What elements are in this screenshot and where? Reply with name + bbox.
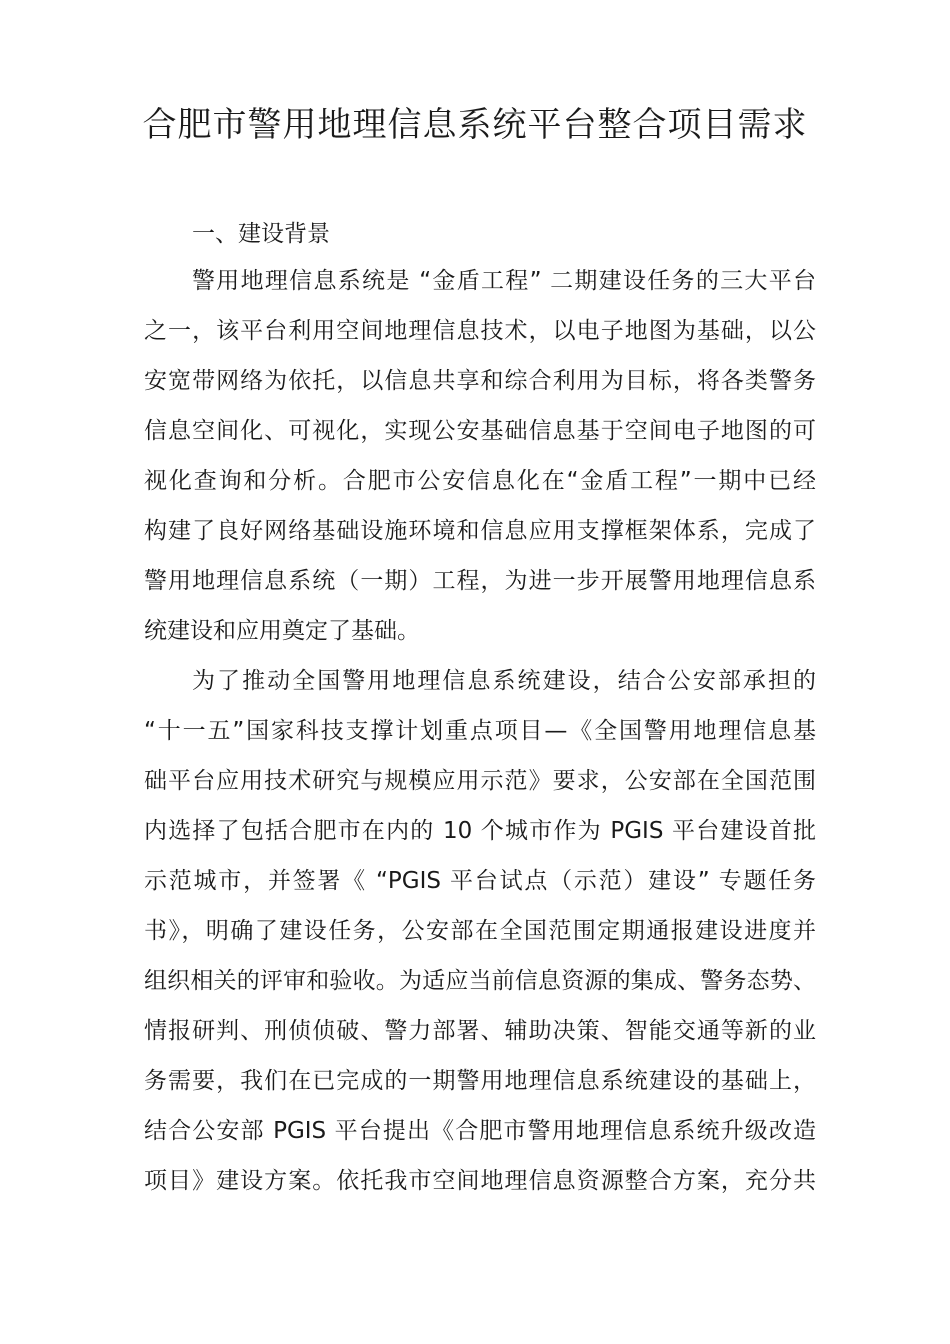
text-line: 书》，明确了建设任务，公安部在全国范围定期通报建设进度并 [144,918,816,944]
paragraph [144,656,816,1206]
text-line: 信息空间化、可视化，实现公安基础信息基于空间电子地图的可 [144,418,816,444]
text-line: 警用地理信息系统是 “金盾工程” 二期建设任务的三大平台 [192,268,816,294]
paragraph-background-intro [144,256,816,656]
text-line: 情报研判、刑侦侦破、警力部署、辅助决策、智能交通等新的业 [144,1018,816,1044]
text-line: 示范城市，并签署《 “PGIS 平台试点（示范）建设” 专题任务 [144,868,816,894]
text-line: 为了推动全国警用地理信息系统建设，结合公安部承担的 [192,668,816,694]
section-heading: 一、建设背景 [192,221,330,247]
text-line: 视化查询和分析。合肥市公安信息化在“金盾工程”一期中已经 [144,468,816,494]
text-line: 础平台应用技术研究与规模应用示范》要求，公安部在全国范围 [144,768,816,794]
text-line: 之一，该平台利用空间地理信息技术，以电子地图为基础，以公 [144,318,816,344]
paragraph-pgis-program [144,656,816,1206]
text-line: 警用地理信息系统（一期）工程，为进一步开展警用地理信息系 [144,568,816,594]
text-line: 内选择了包括合肥市在内的 10 个城市作为 PGIS 平台建设首批 [144,818,816,844]
text-line: 组织相关的评审和验收。为适应当前信息资源的集成、警务态势、 [144,968,816,994]
page-title: 合肥市警用地理信息系统平台整合项目需求 [142,105,808,145]
text-line: 构建了良好网络基础设施环境和信息应用支撑框架体系，完成了 [144,518,816,544]
text-line: 务需要，我们在已完成的一期警用地理信息系统建设的基础上， [144,1068,816,1094]
text-line: “十一五”国家科技支撑计划重点项目—《全国警用地理信息基 [144,718,816,744]
text-line: 安宽带网络为依托，以信息共享和综合利用为目标，将各类警务 [144,368,816,394]
paragraph [144,256,816,656]
text-line: 统建设和应用奠定了基础。 [144,618,420,644]
text-line: 项目》建设方案。依托我市空间地理信息资源整合方案，充分共 [144,1168,816,1194]
text-line: 结合公安部 PGIS 平台提出《合肥市警用地理信息系统升级改造 [144,1118,816,1144]
